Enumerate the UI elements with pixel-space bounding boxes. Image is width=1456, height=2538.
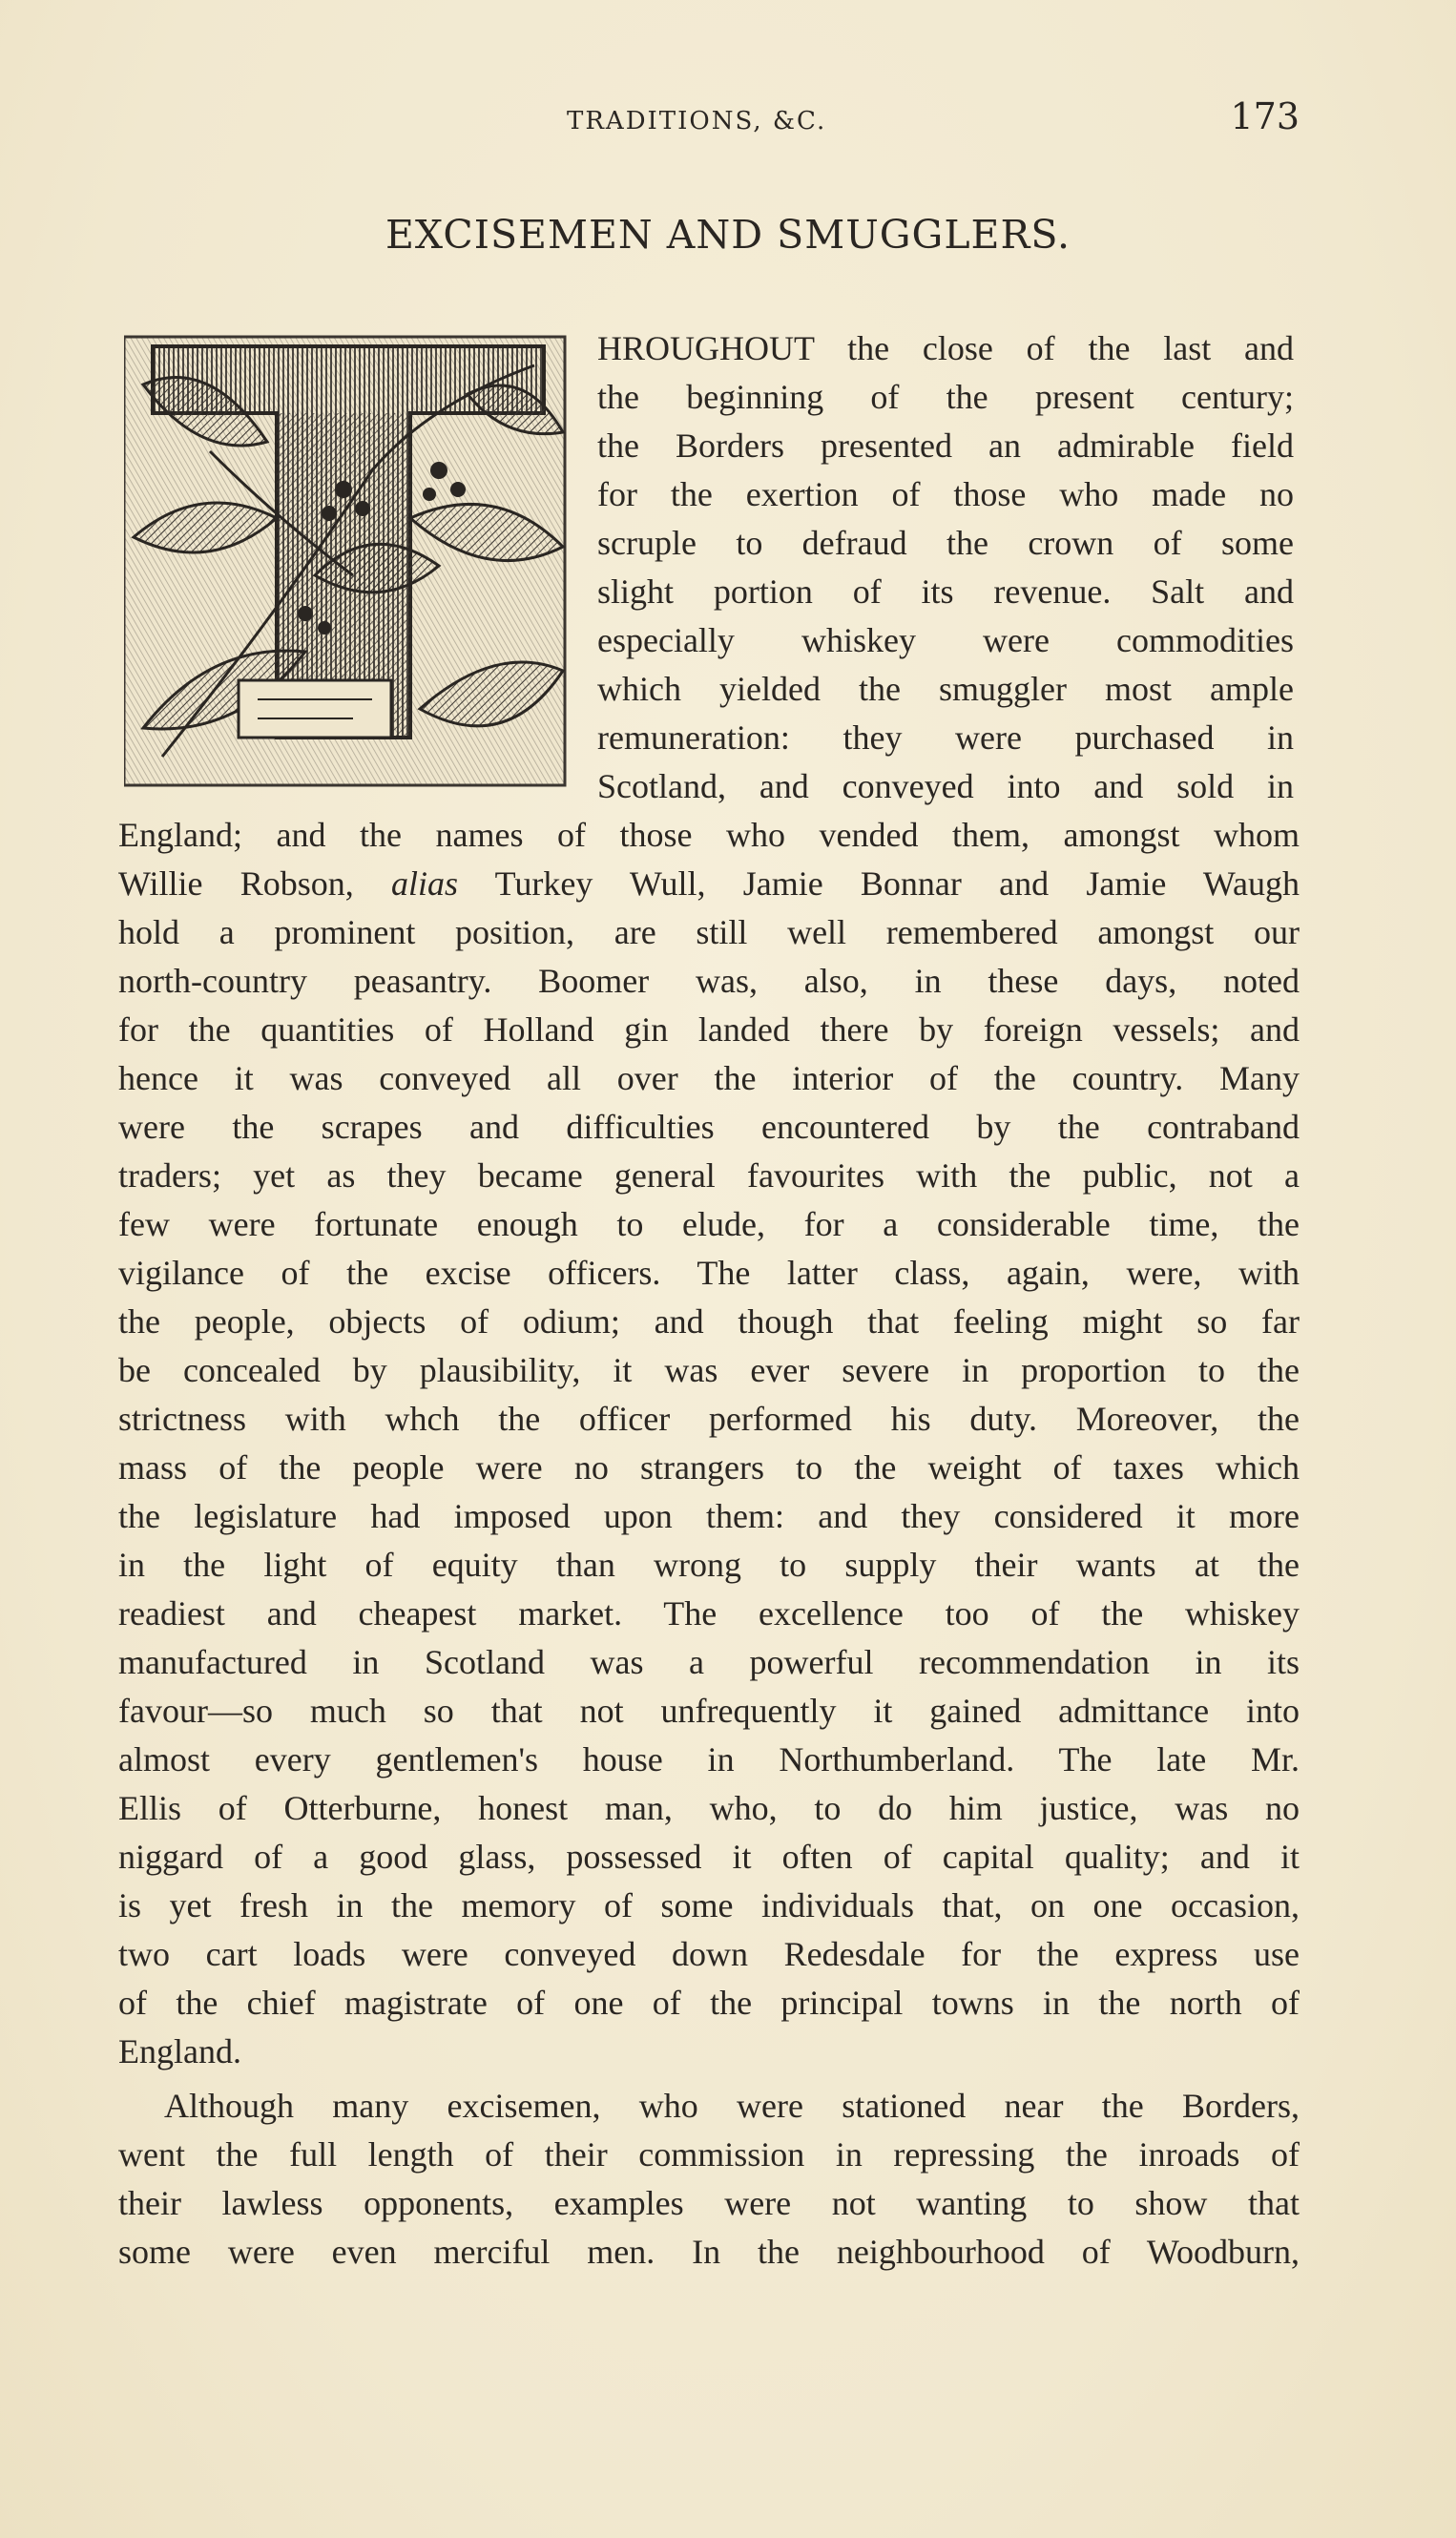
text-line: be concealed by plausibility, it was ever severe in proportion to the (118, 1351, 1300, 1389)
text-line: scruple to defraud the crown of some (597, 524, 1294, 562)
text-line: HROUGHOUT the close of the last and (597, 329, 1294, 367)
text-line: almost every gentlemen's house in Northumberland. The late Mr. (118, 1740, 1300, 1779)
text-line: their lawless opponents, examples were not wanting to show that (118, 2184, 1300, 2222)
chapter-title: EXCISEMEN AND SMUGGLERS. (385, 212, 1071, 258)
text-line: the Borders presented an admirable field (597, 426, 1294, 465)
text-line: vigilance of the excise officers. The latter class, again, were, with (118, 1254, 1300, 1292)
italic-alias: alias (391, 864, 459, 903)
text-line: slight portion of its revenue. Salt and (597, 572, 1294, 611)
text-line: few were fortunate enough to elude, for a considerable time, the (118, 1205, 1300, 1243)
text-line: favour—so much so that not unfrequently it gained admittance into (118, 1692, 1300, 1730)
running-head-title: TRADITIONS, &C. (567, 107, 827, 135)
text-line: remuneration: they were purchased in (597, 718, 1294, 757)
text-line: especially whiskey were commodities (597, 621, 1294, 659)
text-line: hold a prominent position, are still well remembered amongst our (118, 913, 1300, 951)
text-line: Willie Robson, alias Turkey Wull, Jamie Bonnar and Jamie Waugh (118, 864, 1300, 903)
text-line: in the light of equity than wrong to supply their wants at the (118, 1546, 1300, 1584)
text-line: Ellis of Otterburne, honest man, who, to do him justice, was no (118, 1789, 1300, 1827)
page-number: 173 (1230, 95, 1300, 137)
text-line: for the quantities of Holland gin landed there by foreign vessels; and (118, 1010, 1300, 1049)
paragraph-1-opening (597, 324, 1294, 811)
text-line: Although many excisemen, who were stationed near the Borders, (164, 2087, 1300, 2125)
text-line: of the chief magistrate of one of the principal towns in the north of (118, 1984, 1300, 2022)
text-line: went the full length of their commission in repressing the inroads of (118, 2135, 1300, 2174)
paragraph-2 (118, 2082, 1300, 2277)
drop-cap-illustration (124, 327, 572, 798)
text-line: niggard of a good glass, possessed it often of capital quality; and it (118, 1838, 1300, 1876)
text-line: manufactured in Scotland was a powerful recommendation in its (118, 1643, 1300, 1681)
text-line: were the scrapes and difficulties encountered by the contraband (118, 1108, 1300, 1146)
text-line: north-country peasantry. Boomer was, also, in these days, noted (118, 962, 1300, 1000)
text-line: the beginning of the present century; (597, 378, 1294, 416)
text-line: the people, objects of odium; and though that feeling might so far (118, 1302, 1300, 1341)
text-line: hence it was conveyed all over the interior of the country. Many (118, 1059, 1300, 1097)
text-line: two cart loads were conveyed down Redesdale for the express use (118, 1935, 1300, 1973)
text-line: Scotland, and conveyed into and sold in (597, 767, 1294, 805)
text-line: strictness with whch the officer performed his duty. Moreover, the (118, 1400, 1300, 1438)
paragraph-1-body (118, 811, 1300, 2076)
text-line: readiest and cheapest market. The excellence too of the whiskey (118, 1594, 1300, 1633)
text-line: the legislature had imposed upon them: and they considered it more (118, 1497, 1300, 1535)
text-line: traders; yet as they became general favourites with the public, not a (118, 1156, 1300, 1195)
text-line: which yielded the smuggler most ample (597, 670, 1294, 708)
text-line: some were even merciful men. In the neighbourhood of Woodburn, (118, 2233, 1300, 2271)
running-head (118, 95, 1300, 153)
text-line: is yet fresh in the memory of some individuals that, on one occasion, (118, 1886, 1300, 1924)
text-line: mass of the people were no strangers to the weight of taxes which (118, 1448, 1300, 1487)
text-line: England. (118, 2032, 241, 2070)
text-line: for the exertion of those who made no (597, 475, 1294, 513)
text-line: England; and the names of those who vended them, amongst whom (118, 816, 1300, 854)
